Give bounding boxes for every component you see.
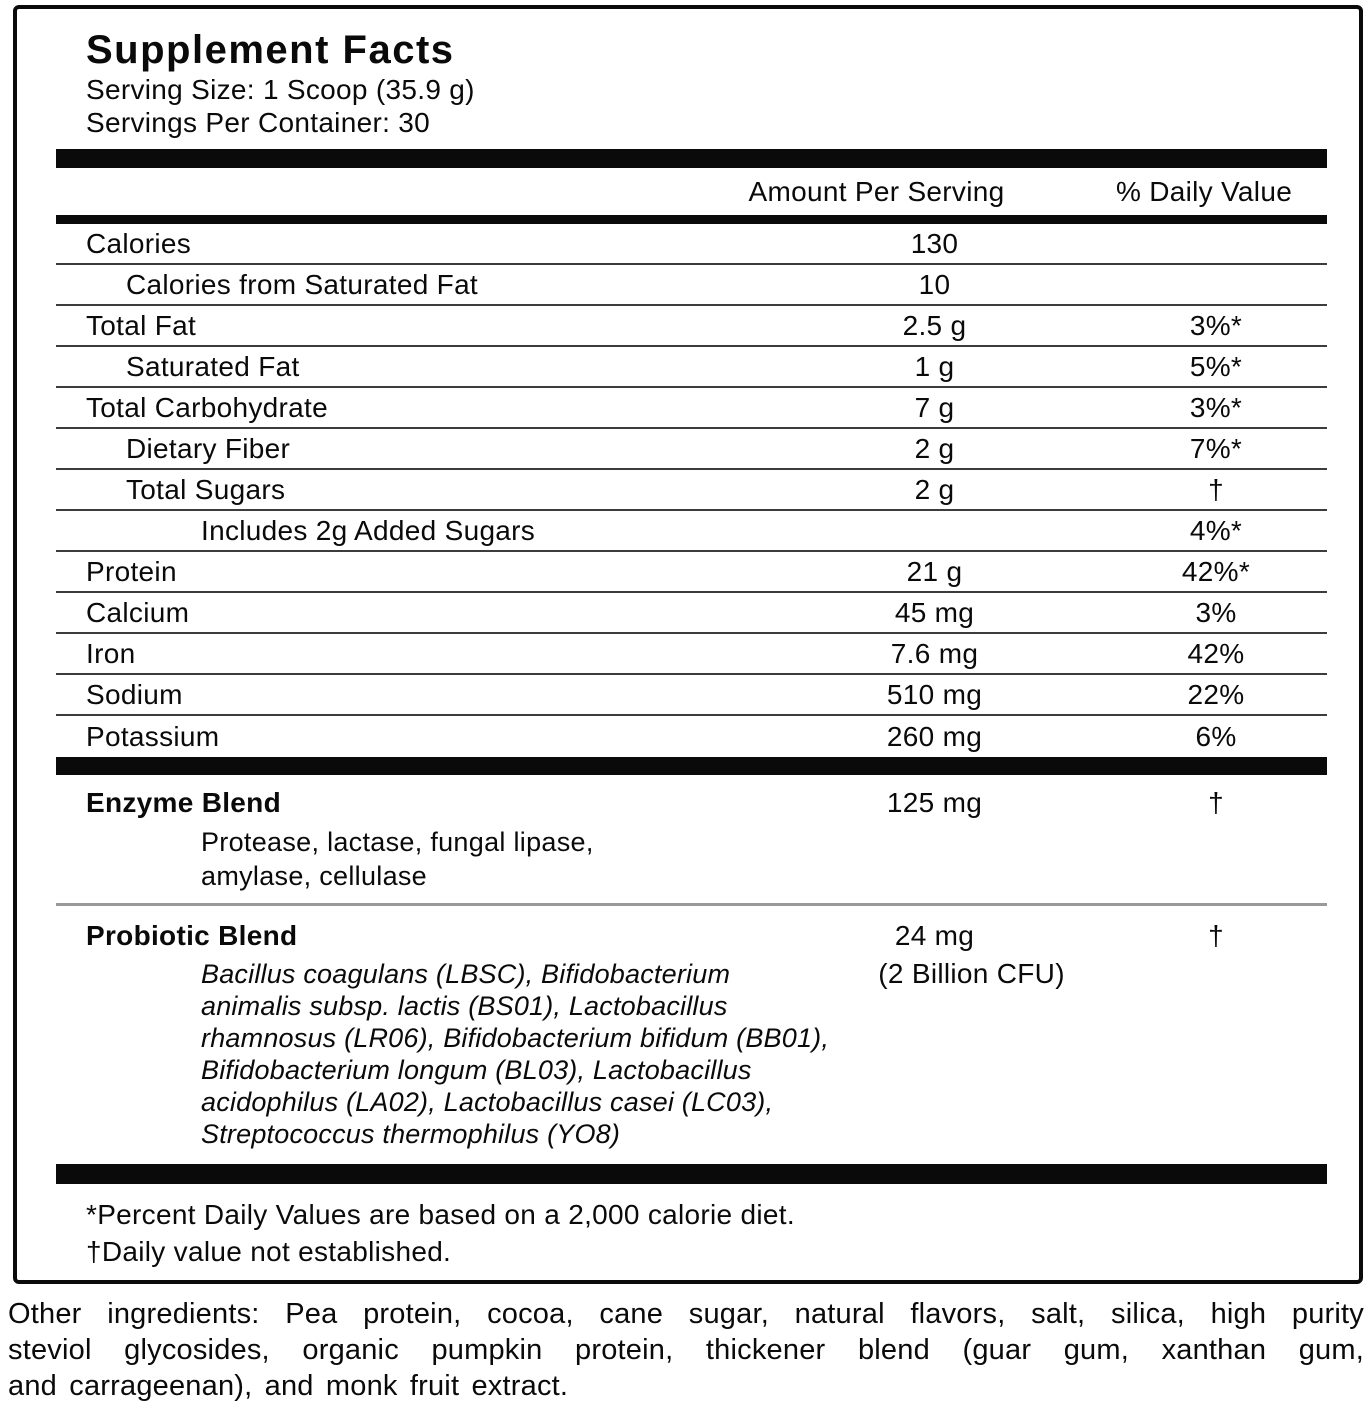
nutrient-amount: 45 mg [894,596,975,628]
nutrient-daily-value: 22% [1187,678,1245,710]
other-ingredients-line: steviol glycosides, organic pumpkin protein, thickener blend (guar gum, xanthan gum, [8,1334,1364,1366]
nutrient-rows [56,224,1327,757]
serving-size: Serving Size: 1 Scoop (35.9 g) [86,74,475,105]
blend-ingredient-list [56,958,829,1150]
nutrient-amount: 10 [918,268,951,300]
blend-amount-secondary: (2 Billion CFU) [878,958,1065,989]
other-ingredients-line: and carrageenan), and monk fruit extract. [8,1370,569,1402]
blend-ingredient-list [56,825,792,893]
blend-section [56,903,1327,1160]
blend-sections [56,775,1327,1160]
blend-detail-row [56,825,1327,893]
nutrient-daily-value: 6% [1195,720,1237,752]
blend-ingredient-line: Bifidobacterium longum (BL03), Lactobacillus [201,1055,752,1085]
nutrient-daily-value: 7%* [1189,432,1243,464]
nutrient-label: Saturated Fat [126,350,300,382]
blend-header-row [56,781,1327,825]
nutrient-label: Calcium [86,596,190,628]
header-amount-per-serving: Amount Per Serving [748,175,1005,207]
nutrient-amount: 2 g [914,432,955,464]
nutrient-label: Dietary Fiber [126,432,291,464]
nutrient-row [56,675,1327,716]
nutrient-row [56,470,1327,511]
nutrient-amount: 21 g [906,555,963,587]
blend-header-row [56,914,1327,958]
nutrient-row [56,347,1327,388]
footnote-line: *Percent Daily Values are based on a 2,000 calorie diet. [86,1199,795,1230]
blend-name: Probiotic Blend [86,920,298,951]
nutrient-amount: 7 g [914,391,955,423]
nutrient-amount: 2 g [914,473,955,505]
nutrient-row [56,265,1327,306]
nutrient-label: Protein [86,555,177,587]
nutrient-label: Total Sugars [126,473,286,505]
nutrient-daily-value: 42% [1187,637,1245,669]
blend-detail-row [56,958,1327,1150]
other-ingredients-line: Other ingredients: Pea protein, cocoa, cane sugar, natural flavors, salt, silica, high purity [8,1298,1364,1330]
servings-per-container: Servings Per Container: 30 [86,107,430,138]
supplement-facts-panel [13,5,1363,1284]
header-percent-daily-value: % Daily Value [1115,175,1293,207]
nutrient-amount: 7.6 mg [890,637,979,669]
nutrient-amount: 2.5 g [902,309,967,341]
other-ingredients [8,1296,1364,1404]
nutrient-daily-value: 3%* [1189,391,1243,423]
nutrient-label: Calories from Saturated Fat [126,268,479,300]
blend-amount: 125 mg [886,787,983,818]
nutrient-label: Potassium [86,720,220,752]
nutrient-daily-value: 4%* [1189,514,1243,546]
blend-daily-value: † [1208,787,1224,818]
nutrient-row [56,306,1327,347]
nutrient-amount: 510 mg [886,678,983,710]
nutrient-amount: 1 g [914,350,955,382]
nutrient-label: Total Fat [86,309,197,341]
nutrient-row [56,716,1327,757]
nutrient-row [56,511,1327,552]
nutrient-row [56,552,1327,593]
blend-name: Enzyme Blend [86,787,281,818]
blend-ingredient-line: Streptococcus thermophilus (YO8) [201,1119,621,1149]
nutrient-daily-value: 3% [1195,596,1237,628]
blend-ingredient-line: Bacillus coagulans (LBSC), Bifidobacterium [201,959,731,989]
nutrient-amount: 130 [910,227,959,259]
nutrient-amount: 260 mg [886,720,983,752]
nutrient-label: Calories [86,227,192,259]
nutrient-label: Sodium [86,678,183,710]
nutrient-daily-value: † [1208,473,1224,505]
nutrient-row [56,429,1327,470]
blend-daily-value: † [1208,920,1224,951]
nutrient-row [56,224,1327,265]
table-header-row [56,168,1327,215]
blend-ingredient-line: rhamnosus (LR06), Bifidobacterium bifidum (BB01), [201,1023,830,1053]
footnote-line: †Daily value not established. [86,1236,452,1267]
blend-ingredient-line: animalis subsp. lactis (BS01), Lactobacillus [201,991,728,1021]
blend-ingredient-line: acidophilus (LA02), Lactobacillus casei (LC03), [201,1087,774,1117]
nutrient-label: Iron [86,637,136,669]
nutrient-daily-value: 5%* [1189,350,1243,382]
divider-medium-under-header [56,215,1327,224]
nutrient-row [56,593,1327,634]
nutrient-daily-value: 3%* [1189,309,1243,341]
footnotes [56,1196,1327,1270]
blend-ingredient-line: amylase, cellulase [201,861,428,891]
blend-section [56,775,1327,903]
nutrient-label: Includes 2g Added Sugars [201,514,536,546]
nutrient-row [56,388,1327,429]
panel-title: Supplement Facts [86,28,455,72]
divider-thick-middle [56,757,1327,775]
blend-amount: 24 mg [894,920,975,951]
nutrient-label: Total Carbohydrate [86,391,328,423]
divider-thick-bottom [56,1164,1327,1184]
supplement-label-page [0,5,1371,1404]
blend-ingredient-line: Protease, lactase, fungal lipase, [201,827,594,857]
nutrient-row [56,634,1327,675]
nutrient-daily-value: 42%* [1181,555,1251,587]
divider-thick-top [56,149,1327,168]
